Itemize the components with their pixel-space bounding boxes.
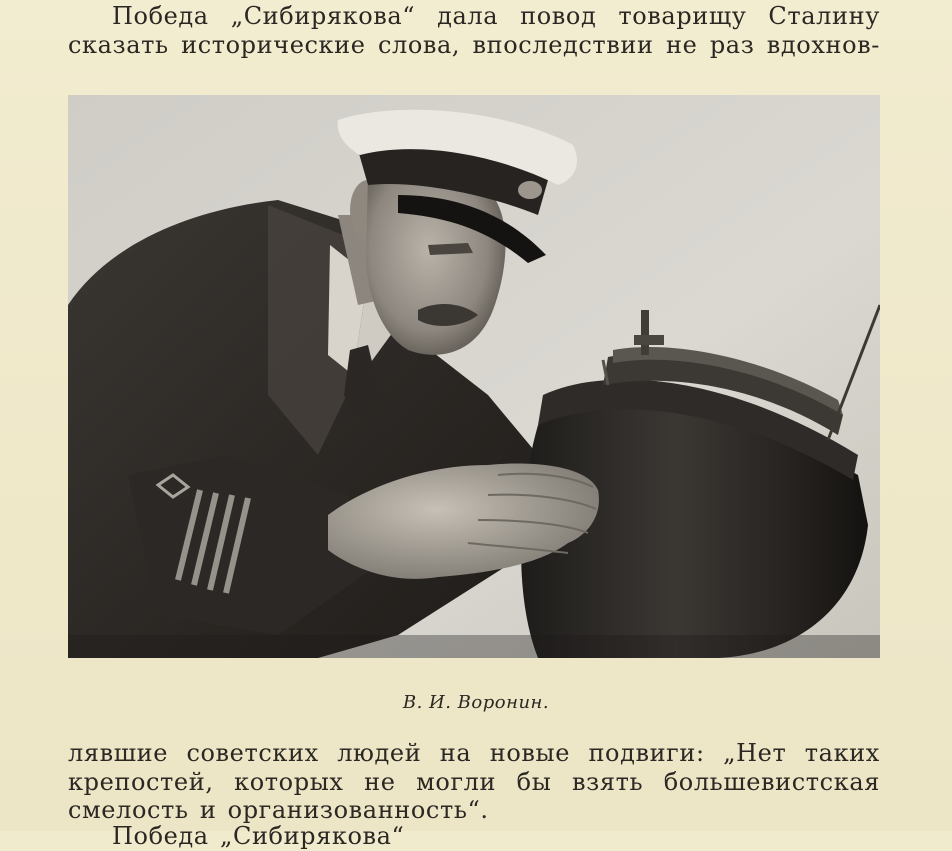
word: слова, [377,31,461,59]
word: Победа [112,2,209,30]
word: подвиги: [588,739,705,767]
word: „Сибирякова“ [230,2,416,30]
figure-caption: В. И. Воронин. [402,692,550,713]
paragraph-bottom-line-1 [68,739,880,768]
word: на [439,739,472,767]
word: раз [709,31,755,59]
word: вдохнов- [766,31,880,59]
portrait-photo [68,95,880,658]
word: сказать [68,31,169,59]
word: повод [520,2,597,30]
word: советских [186,739,319,767]
paragraph-next-line-partial: Победа „Сибирякова“ [112,822,405,850]
word: новые [489,739,570,767]
word: людей [337,739,422,767]
portrait-illustration [68,95,880,658]
word: взять [572,768,644,796]
word: лявшие [68,739,169,767]
word: Сталину [768,2,880,30]
paragraph-top-line-2 [68,31,880,60]
word: которых [234,768,344,796]
word: исторические [181,31,366,59]
word: не [364,768,396,796]
paragraph-bottom-line-3: смелость и организованность“. [68,796,489,824]
word: „Нет [723,739,787,767]
word: впоследствии [472,31,654,59]
word: товарищу [618,2,747,30]
paragraph-bottom-line-2 [68,768,880,797]
word: дала [437,2,499,30]
word: не [666,31,698,59]
word: могли [416,768,497,796]
paragraph-top-line-1 [68,2,880,31]
word: большевистская [663,768,880,796]
word: бы [516,768,552,796]
word: крепостей, [68,768,214,796]
word: таких [804,739,880,767]
